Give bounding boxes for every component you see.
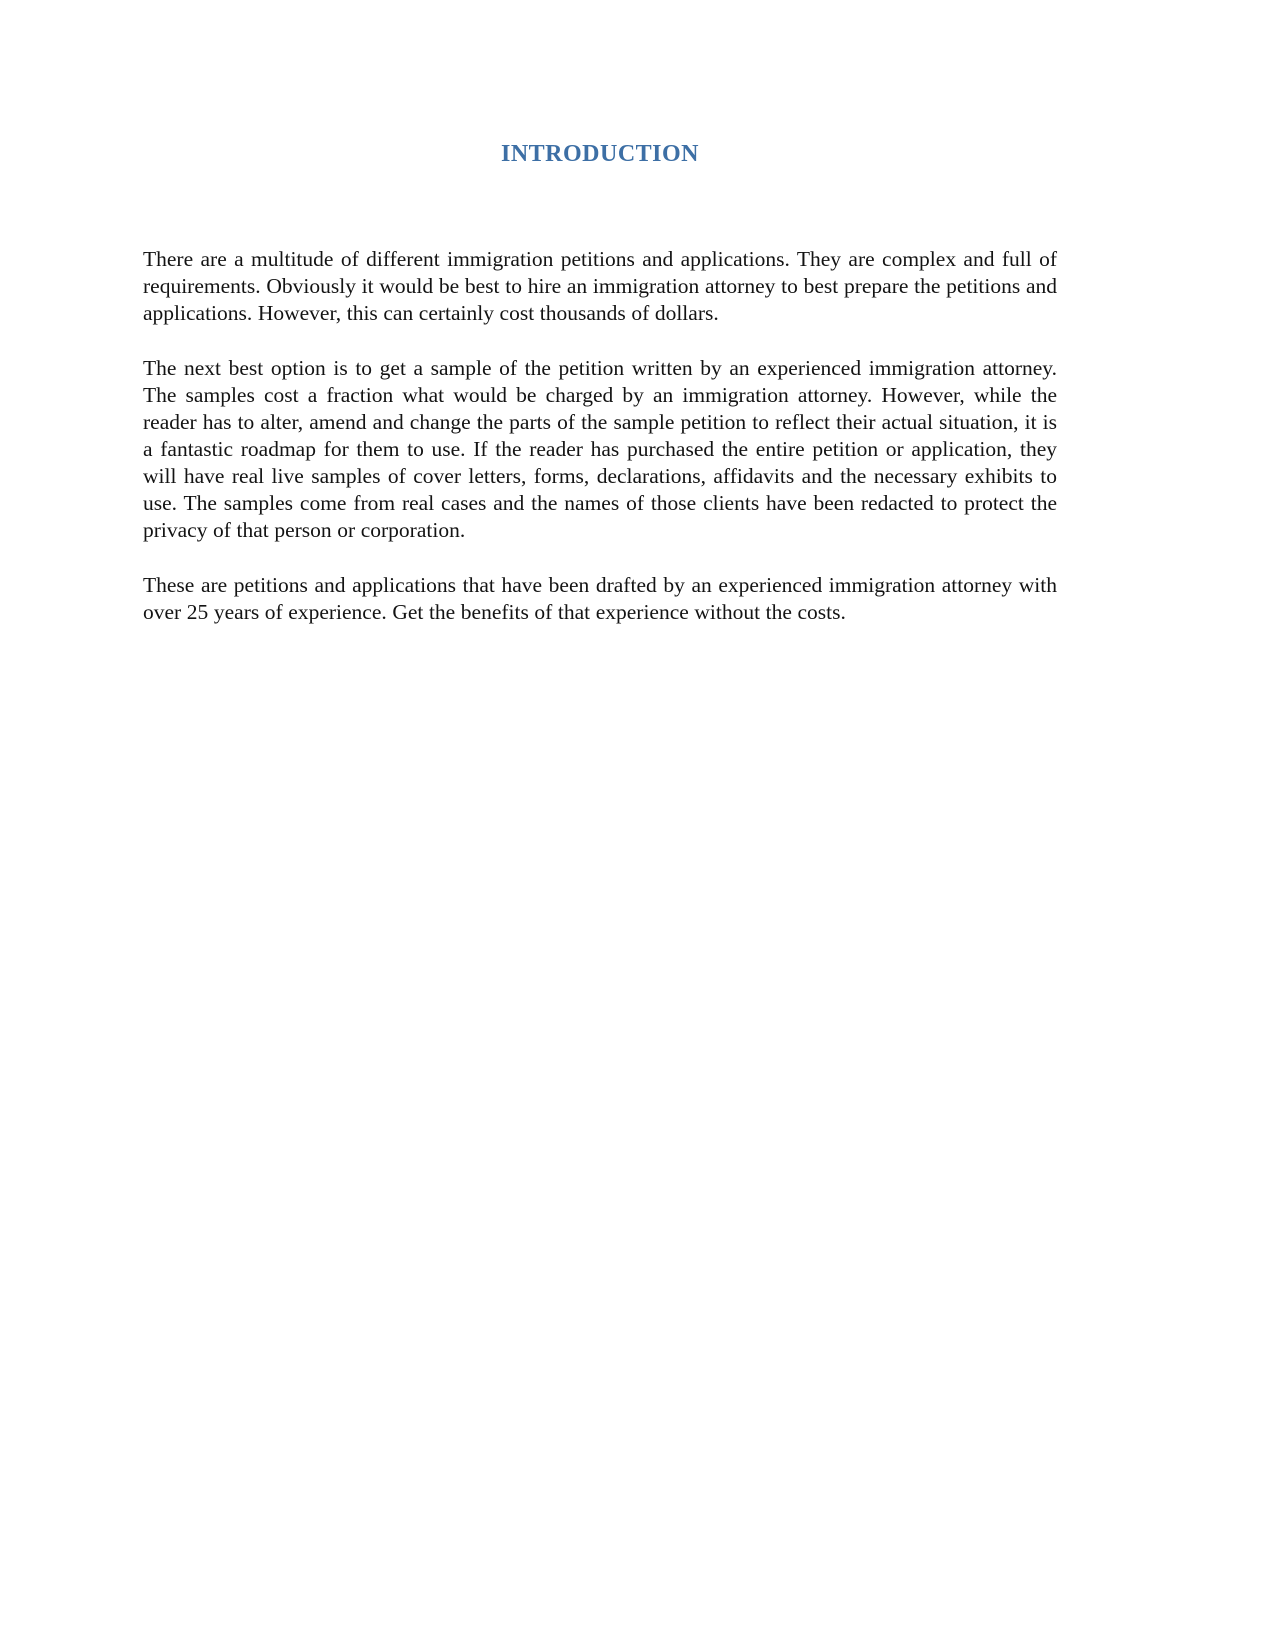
paragraph: There are a multitude of different immigration petitions and applications. They are complex and full of requirements. Obviously it would be best to hire an immigration attorney to best prepare the petitions and applications. However, this can certainly cost thousands of dollars.	[143, 247, 1057, 325]
page-title: INTRODUCTION	[500, 141, 700, 167]
paragraph: The next best option is to get a sample of the petition written by an experienced immigration attorney. The samples cost a fraction what would be charged by an immigration attorney. However, while the reader has to alter, amend and change the parts of the sample petition to reflect their actual situation, it is a fantastic roadmap for them to use. If the reader has purchased the entire petition or application, they will have real live samples of cover letters, forms, declarations, affidavits and the necessary exhibits to use. The samples come from real cases and the names of those clients have been redacted to protect the privacy of that person or corporation.	[143, 356, 1057, 542]
paragraph: These are petitions and applications that have been drafted by an experienced immigration attorney with over 25 years of experience. Get the benefits of that experience without the costs.	[143, 573, 1057, 624]
body-text	[143, 246, 1057, 626]
